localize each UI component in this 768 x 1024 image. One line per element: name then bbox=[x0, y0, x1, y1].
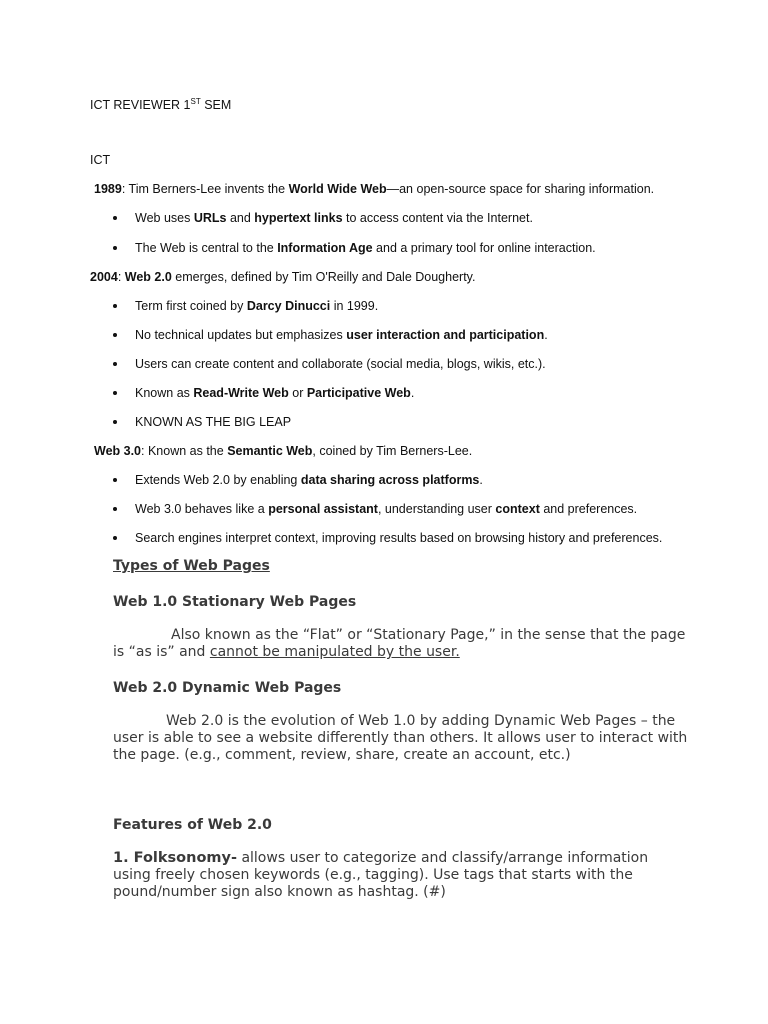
list-item: Extends Web 2.0 by enabling data sharing across platforms. bbox=[135, 472, 483, 488]
bullet-icon bbox=[113, 536, 117, 540]
bullet-icon bbox=[113, 304, 117, 308]
paragraph-2004: 2004: Web 2.0 emerges, defined by Tim O'Reilly and Dale Dougherty. bbox=[90, 270, 476, 284]
list-item: The Web is central to the Information Age and a primary tool for online interaction. bbox=[135, 240, 596, 256]
paragraph-web1: Also known as the “Flat” or “Stationary Page,” in the sense that the page is “as is” and cannot be manipulated by the user. bbox=[113, 627, 686, 660]
list-item: Web 3.0 behaves like a personal assistant, understanding user context and preferences. bbox=[135, 501, 637, 517]
list-item: Users can create content and collaborate (social media, blogs, wikis, etc.). bbox=[135, 356, 546, 372]
paragraph-1989: 1989: Tim Berners-Lee invents the World Wide Web—an open-source space for sharing information. bbox=[94, 182, 655, 196]
list-item: Term first coined by Darcy Dinucci in 1999. bbox=[135, 298, 378, 314]
bullet-icon bbox=[113, 420, 117, 424]
list-item: Web uses URLs and hypertext links to access content via the Internet. bbox=[135, 210, 533, 226]
paragraph-folksonomy: 1. Folksonomy- allows user to categorize and classify/arrange information using freely chosen keywords (e.g., tagging). Use tags that starts with the pound/number sign also known as hashtag. (#) bbox=[113, 850, 649, 900]
list-item: Known as Read-Write Web or Participative Web. bbox=[135, 385, 414, 401]
list-item: Search engines interpret context, improving results based on browsing history and preferences. bbox=[135, 530, 662, 546]
bullet-icon bbox=[113, 246, 117, 250]
heading-features: Features of Web 2.0 bbox=[113, 817, 272, 833]
bullet-icon bbox=[113, 216, 117, 220]
list-item: No technical updates but emphasizes user interaction and participation. bbox=[135, 327, 548, 343]
heading-web1: Web 1.0 Stationary Web Pages bbox=[113, 594, 357, 610]
heading-web2: Web 2.0 Dynamic Web Pages bbox=[113, 680, 342, 696]
paragraph-web3: Web 3.0: Known as the Semantic Web, coined by Tim Berners-Lee. bbox=[94, 444, 473, 458]
bullet-icon bbox=[113, 333, 117, 337]
paragraph-web2: Web 2.0 is the evolution of Web 1.0 by adding Dynamic Web Pages – the user is able to see a website differently than others. It allows user to interact with the page. (e.g., comment, review, share, create an account, etc.) bbox=[113, 713, 688, 763]
document-title: ICT REVIEWER 1ST SEM bbox=[90, 97, 232, 112]
bullet-icon bbox=[113, 362, 117, 366]
section-heading-types: Types of Web Pages bbox=[113, 558, 270, 574]
bullet-icon bbox=[113, 391, 117, 395]
bullet-icon bbox=[113, 507, 117, 511]
list-item: KNOWN AS THE BIG LEAP bbox=[135, 414, 291, 430]
bullet-icon bbox=[113, 478, 117, 482]
ict-label: ICT bbox=[90, 153, 111, 167]
